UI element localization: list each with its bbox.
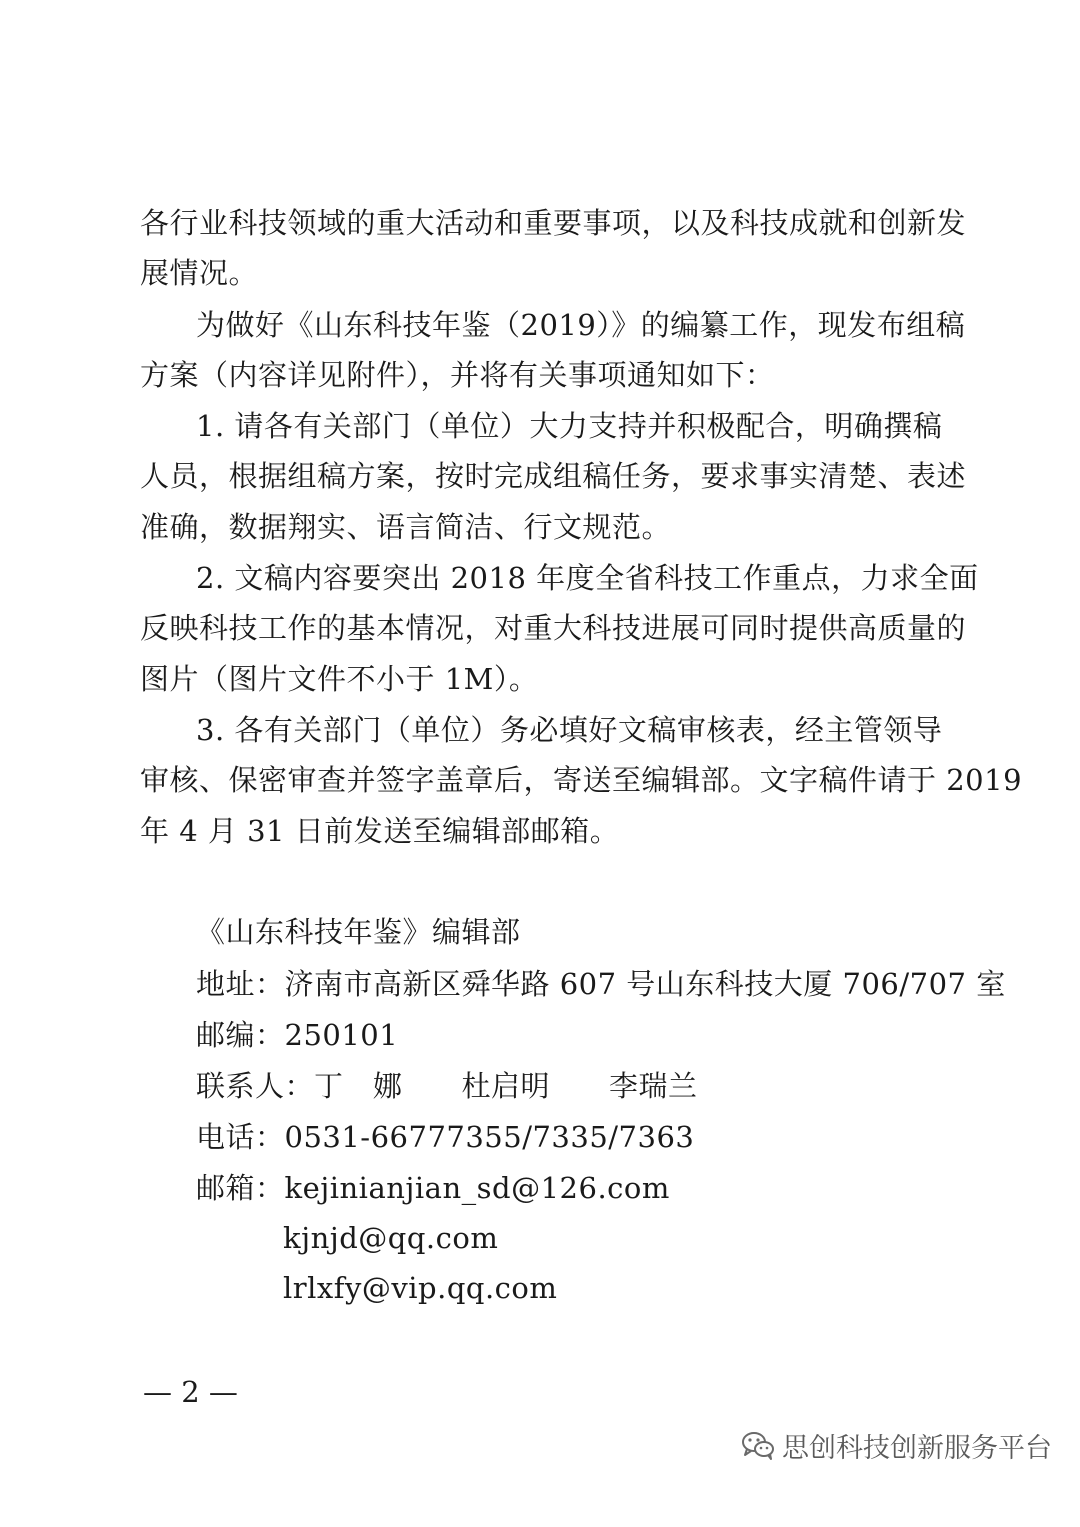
- watermark: [740, 1425, 1052, 1465]
- body-line: 图片（图片文件不小于 1M）。: [140, 662, 539, 696]
- signature-org: 《山东科技年鉴》编辑部: [196, 915, 521, 949]
- body-line: 2. 文稿内容要突出 2018 年度全省科技工作重点，力求全面: [196, 561, 979, 595]
- signature-phone: 电话：0531-66777355/7335/7363: [196, 1120, 695, 1154]
- body-line: 展情况。: [140, 256, 259, 290]
- body-line: 各行业科技领域的重大活动和重要事项，以及科技成就和创新发: [140, 206, 967, 240]
- watermark-text: 思创科技创新服务平台: [782, 1432, 1052, 1464]
- wechat-icon: [740, 1429, 776, 1461]
- body-line: 方案（内容详见附件），并将有关事项通知如下：: [140, 358, 775, 392]
- page-number: — 2 —: [143, 1375, 238, 1409]
- body-line: 1. 请各有关部门（单位）大力支持并积极配合，明确撰稿: [196, 409, 943, 443]
- signature-contacts: 联系人：丁 娜 杜启明 李瑞兰: [196, 1069, 698, 1103]
- body-line: 准确，数据翔实、语言简洁、行文规范。: [140, 510, 672, 544]
- body-line: 审核、保密审查并签字盖章后，寄送至编辑部。文字稿件请于 2019: [140, 763, 1023, 797]
- signature-address: 地址：济南市高新区舜华路 607 号山东科技大厦 706/707 室: [196, 967, 1006, 1001]
- body-line: 3. 各有关部门（单位）务必填好文稿审核表，经主管领导: [196, 713, 943, 747]
- body-line: 人员，根据组稿方案，按时完成组稿任务，要求事实清楚、表述: [140, 459, 967, 493]
- signature-email: kjnjd@qq.com: [283, 1221, 499, 1255]
- body-line: 为做好《山东科技年鉴（2019）》的编纂工作，现发布组稿: [196, 308, 966, 342]
- signature-email: lrlxfy@vip.qq.com: [283, 1271, 558, 1305]
- signature-email: 邮箱：kejinianjian_sd@126.com: [196, 1171, 670, 1205]
- signature-postcode: 邮编：250101: [196, 1018, 399, 1052]
- body-line: 反映科技工作的基本情况，对重大科技进展可同时提供高质量的: [140, 611, 967, 645]
- body-line: 年 4 月 31 日前发送至编辑部邮箱。: [140, 814, 620, 848]
